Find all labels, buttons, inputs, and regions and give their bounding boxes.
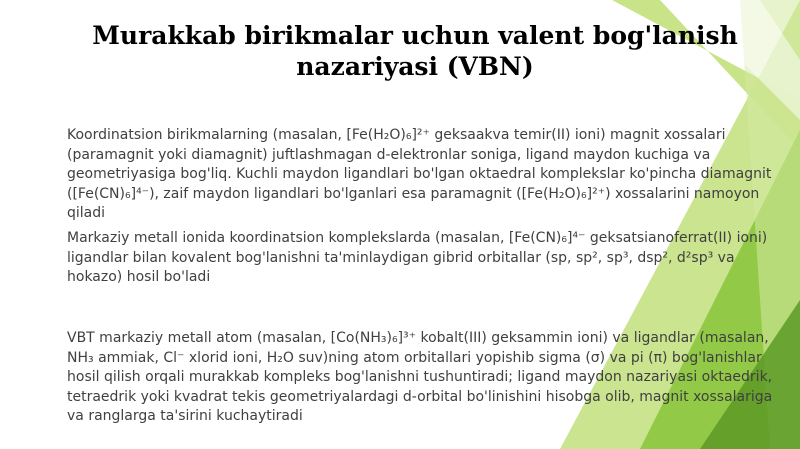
paragraph-magnetic-properties: Koordinatsion birikmalarning (masalan, [Fe(H₂O)₆]²⁺ geksaakva temir(II) ioni) magnit xossalari (paramagnit yoki diamagnit) juftlashmagan d-elektronlar soniga, ligand maydon kuchiga va geometriyasiga bog'liq. Kuchli maydon ligandlari bo'lgan oktaedral komplekslar ko'pincha diamagnit ([Fe(CN)₆]⁴⁻), zaif maydon ligandlari bo'lganlari esa paramagnit ([Fe(H₂O)₆]²⁺) xossalarini namoyon qiladi [67, 127, 772, 221]
paragraph-hybrid-orbitals: Markaziy metall ionida koordinatsion komplekslarda (masalan, [Fe(CN)₆]⁴⁻ geksatsianoferrat(II) ioni) ligandlar bilan kovalent bog'lanishni ta'minlaydigan gibrid orbitallar (sp, sp², sp³, dsp², d²sp³ va hokazo) hosil bo'ladi [67, 230, 768, 285]
slide-title: Murakkab birikmalar uchun valent bog'lanish nazariyasi (VBN) [92, 21, 738, 81]
paragraph-vbt-explanation: VBT markaziy metall atom (masalan, [Co(NH₃)₆]³⁺ kobalt(III) geksammin ioni) va ligandlar (masalan, NH₃ ammiak, Cl⁻ xlorid ioni, H₂O suv)ning atom orbitallari yopishib sigma (σ) va pi (π) bog'lanishlar hosil qilish orqali murakkab kompleks bog'lanishni tushuntiradi; ligand maydon nazariyasi oktaedrik, tetraedrik yoki kvadrat tekis geometriyalardagi d-orbital bo'linishini hisobga olib, magnit xossalariga va ranglarga ta'sirini kuchaytiradi [67, 330, 773, 424]
